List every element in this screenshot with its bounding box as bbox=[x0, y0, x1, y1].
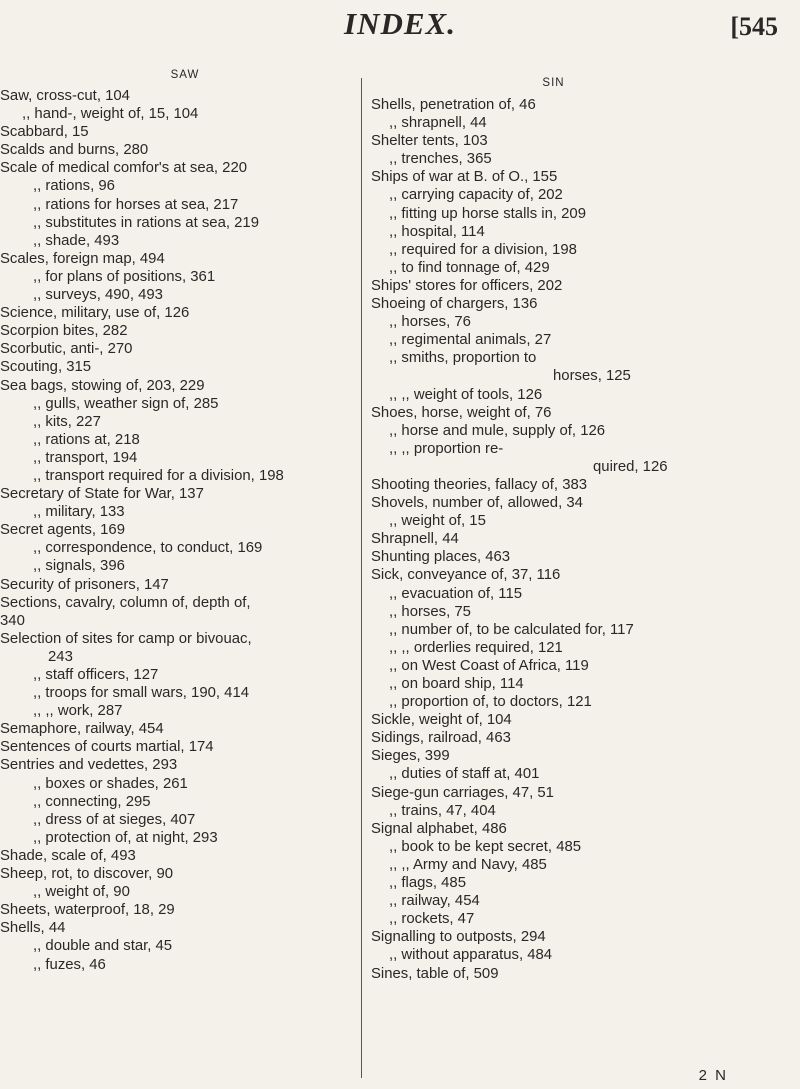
index-entry: ,, carrying capacity of, 202 bbox=[389, 187, 563, 204]
right-entry-list bbox=[371, 96, 796, 983]
index-entry: ,, dress of at sieges, 407 bbox=[33, 811, 196, 828]
index-entry: ,, ,, orderlies required, 121 bbox=[389, 639, 563, 656]
index-entry: Shells, 44 bbox=[0, 920, 66, 937]
signature-mark: 2 N bbox=[698, 1067, 728, 1084]
index-entry: ,, trenches, 365 bbox=[389, 151, 492, 168]
index-entry: ,, substitutes in rations at sea, 219 bbox=[33, 214, 259, 231]
index-entry: ,, ,, work, 287 bbox=[33, 703, 123, 720]
index-entry: Shunting places, 463 bbox=[371, 549, 511, 566]
index-entry: ,, book to be kept secret, 485 bbox=[389, 838, 582, 855]
running-title: INDEX. bbox=[344, 6, 456, 41]
index-entry: Scales, foreign map, 494 bbox=[0, 250, 165, 267]
right-column bbox=[371, 68, 796, 983]
index-entry: Sickle, weight of, 104 bbox=[371, 712, 512, 729]
index-entry: Secret agents, 169 bbox=[0, 522, 125, 539]
index-entry: ,, shade, 493 bbox=[33, 232, 120, 249]
index-entry: ,, surveys, 490, 493 bbox=[33, 287, 163, 304]
index-entry: Semaphore, railway, 454 bbox=[0, 721, 164, 738]
index-entry: ,, duties of staff at, 401 bbox=[389, 766, 540, 783]
index-entry: Sections, cavalry, column of, depth of, bbox=[0, 594, 251, 611]
index-entry: Secretary of State for War, 137 bbox=[0, 486, 204, 503]
index-entry: Sidings, railroad, 463 bbox=[371, 730, 511, 747]
index-entry: Scalds and burns, 280 bbox=[0, 142, 149, 159]
index-entry: ,, horses, 76 bbox=[389, 314, 471, 331]
index-entry: ,, fitting up horse stalls in, 209 bbox=[389, 205, 586, 222]
index-entry: Shelter tents, 103 bbox=[371, 133, 488, 150]
column-divider bbox=[361, 78, 362, 1078]
index-entry: Shovels, number of, allowed, 34 bbox=[371, 495, 583, 512]
left-entry-list bbox=[0, 87, 352, 974]
index-entry: ,, ,, Army and Navy, 485 bbox=[389, 856, 547, 873]
index-entry: Sea bags, stowing of, 203, 229 bbox=[0, 377, 205, 394]
index-entry: ,, to find tonnage of, 429 bbox=[389, 259, 550, 276]
index-entry: Scale of medical comfor's at sea, 220 bbox=[0, 160, 248, 177]
index-entry: Security of prisoners, 147 bbox=[0, 576, 169, 593]
index-entry: ,, horses, 75 bbox=[389, 603, 471, 620]
index-entry: ,, signals, 396 bbox=[33, 558, 125, 575]
index-entry: ,, military, 133 bbox=[33, 504, 125, 521]
index-entry: ,, trains, 47, 404 bbox=[389, 802, 496, 819]
index-entry: Shade, scale of, 493 bbox=[0, 847, 136, 864]
index-entry: ,, on West Coast of Africa, 119 bbox=[389, 657, 589, 674]
left-column bbox=[0, 68, 352, 974]
index-entry: Sentries and vedettes, 293 bbox=[0, 757, 178, 774]
index-entry: ,, evacuation of, 115 bbox=[389, 585, 523, 602]
index-entry: Shoeing of chargers, 136 bbox=[371, 296, 538, 313]
left-column-heading: SAW bbox=[170, 69, 200, 81]
index-entry: ,, on board ship, 114 bbox=[389, 676, 524, 692]
index-entry: 340 bbox=[0, 612, 25, 629]
index-entry: ,, kits, 227 bbox=[33, 413, 101, 430]
index-entry: ,, transport required for a division, 198 bbox=[33, 467, 284, 484]
index-entry: ,, for plans of positions, 361 bbox=[33, 268, 216, 285]
index-entry: Scabbard, 15 bbox=[0, 124, 89, 141]
index-entry: ,, ,, weight of tools, 126 bbox=[389, 386, 543, 403]
index-entry: ,, without apparatus, 484 bbox=[389, 947, 553, 964]
index-entry: Sines, table of, 509 bbox=[371, 965, 499, 982]
index-entry: Scorbutic, anti-, 270 bbox=[0, 341, 133, 358]
index-entry: Shells, penetration of, 46 bbox=[371, 97, 536, 113]
index-entry: ,, railway, 454 bbox=[389, 893, 480, 910]
index-entry: 243 bbox=[48, 648, 73, 665]
index-entry: ,, horse and mule, supply of, 126 bbox=[389, 422, 606, 439]
index-entry: Science, military, use of, 126 bbox=[0, 305, 190, 322]
index-entry: ,, shrapnell, 44 bbox=[389, 115, 487, 132]
running-head bbox=[0, 0, 800, 50]
index-entry: ,, fuzes, 46 bbox=[33, 956, 106, 973]
index-entry: ,, required for a division, 198 bbox=[389, 241, 577, 258]
index-entry: Saw, cross-cut, 104 bbox=[0, 88, 130, 104]
index-entry: Shooting theories, fallacy of, 383 bbox=[371, 476, 588, 493]
index-entry: Sheep, rot, to discover, 90 bbox=[0, 866, 174, 883]
index-entry: Signalling to outposts, 294 bbox=[371, 929, 546, 946]
index-entry: ,, rations, 96 bbox=[33, 178, 115, 195]
index-entry: Siege-gun carriages, 47, 51 bbox=[371, 784, 554, 801]
index-entry: ,, flags, 485 bbox=[389, 875, 466, 892]
index-entry: ,, regimental animals, 27 bbox=[389, 332, 552, 349]
page-number: [545 bbox=[730, 12, 778, 41]
index-entry: ,, troops for small wars, 190, 414 bbox=[33, 685, 250, 702]
index-entry: ,, weight of, 15 bbox=[389, 513, 486, 530]
index-entry: ,, rations at, 218 bbox=[33, 431, 140, 448]
index-entry: ,, number of, to be calculated for, 117 bbox=[389, 621, 634, 638]
index-entry: Scorpion bites, 282 bbox=[0, 323, 128, 340]
index-entry: Sick, conveyance of, 37, 116 bbox=[371, 567, 561, 584]
index-entry: ,, weight of, 90 bbox=[33, 884, 130, 901]
index-entry: Shoes, horse, weight of, 76 bbox=[371, 404, 552, 421]
index-entry: Sieges, 399 bbox=[371, 748, 450, 765]
index-entry: ,, rations for horses at sea, 217 bbox=[33, 196, 239, 213]
index-entry: ,, gulls, weather sign of, 285 bbox=[33, 395, 219, 412]
index-entry: Sheets, waterproof, 18, 29 bbox=[0, 902, 175, 919]
right-column-heading: SIN bbox=[542, 77, 565, 89]
index-entry: Selection of sites for camp or bivouac, bbox=[0, 630, 252, 647]
index-entry: ,, connecting, 295 bbox=[33, 793, 151, 810]
index-entry: ,, transport, 194 bbox=[33, 449, 138, 466]
index-entry: Scouting, 315 bbox=[0, 359, 92, 376]
index-entry: horses, 125 bbox=[553, 368, 631, 385]
index-entry: ,, hospital, 114 bbox=[389, 223, 485, 240]
index-entry: ,, boxes or shades, 261 bbox=[33, 775, 188, 792]
index-entry: Ships' stores for officers, 202 bbox=[371, 277, 563, 294]
index-entry: ,, rockets, 47 bbox=[389, 911, 475, 928]
index-entry: ,, ,, proportion re- bbox=[389, 440, 504, 457]
index-entry: ,, smiths, proportion to bbox=[389, 350, 537, 367]
index-entry: ,, correspondence, to conduct, 169 bbox=[33, 540, 263, 557]
index-entry: Shrapnell, 44 bbox=[371, 531, 459, 548]
index-entry: ,, staff officers, 127 bbox=[33, 667, 159, 683]
index-entry: Sentences of courts martial, 174 bbox=[0, 739, 214, 756]
index-entry: Signal alphabet, 486 bbox=[371, 820, 507, 837]
index-entry: Ships of war at B. of O., 155 bbox=[371, 169, 558, 186]
index-entry: quired, 126 bbox=[593, 458, 668, 475]
index-entry: ,, proportion of, to doctors, 121 bbox=[389, 694, 592, 711]
index-entry: ,, protection of, at night, 293 bbox=[33, 829, 218, 846]
index-entry: ,, hand-, weight of, 15, 104 bbox=[22, 106, 199, 123]
index-entry: ,, double and star, 45 bbox=[33, 938, 173, 955]
